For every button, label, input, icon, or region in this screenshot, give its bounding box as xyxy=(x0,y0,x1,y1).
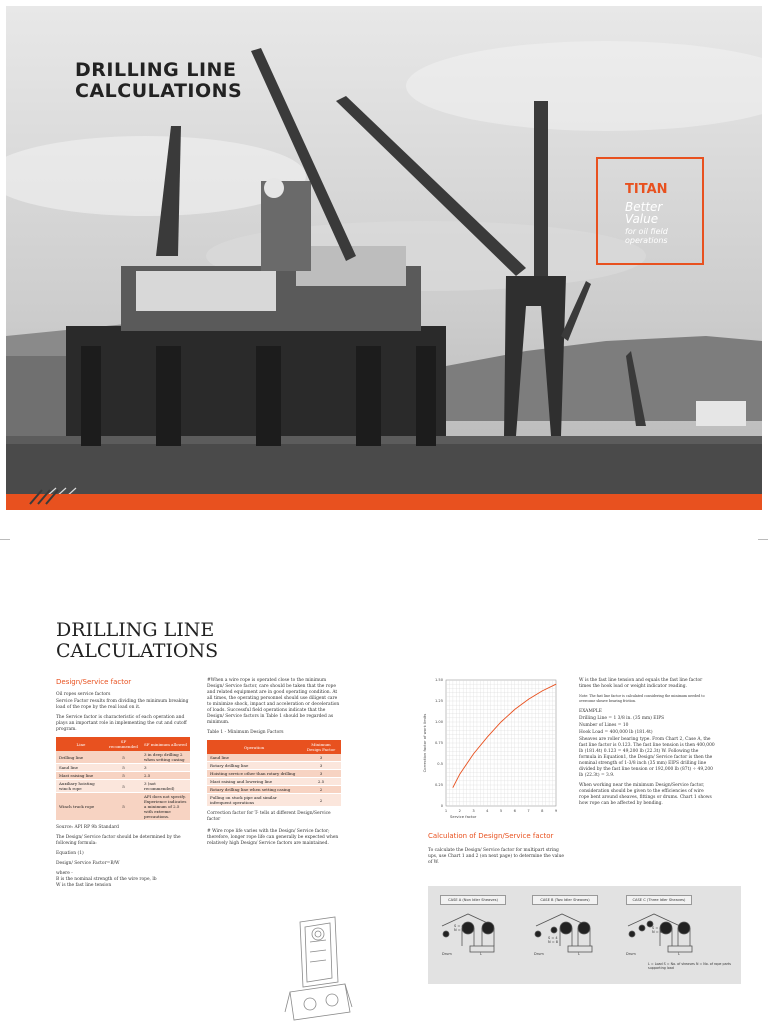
example-line: Drilling Line = 1 3/8 in. (35 mm) EIPS xyxy=(579,716,665,721)
y-tick-label: 0.75 xyxy=(434,741,443,746)
table-row xyxy=(56,751,190,764)
correction-factor-chart xyxy=(418,676,564,826)
y-tick-label: 0.25 xyxy=(434,783,443,788)
drum-label: Drum xyxy=(626,952,636,956)
x-tick-label: 8 xyxy=(541,809,544,813)
sheave-count: S = 4 xyxy=(548,936,558,940)
chart-svg xyxy=(418,676,564,826)
case-a-params xyxy=(454,924,464,932)
crop-mark xyxy=(0,539,10,540)
parts-count: N = 8 xyxy=(548,940,559,944)
data-point xyxy=(501,722,502,723)
brand-tagline-1: Better xyxy=(625,200,663,214)
table-row xyxy=(207,762,341,770)
case-c-params xyxy=(652,926,662,934)
x-tick-label: 6 xyxy=(513,809,516,813)
table-cell: 5 xyxy=(106,764,141,772)
paragraph: W is the fast line tension and equals the fast line factor times the hook load or weight indicator reading. xyxy=(579,678,703,689)
paragraph: The Design/ Service factor should be determined by the following formula: xyxy=(56,835,181,846)
table-cell: 2.5 xyxy=(301,778,341,786)
table-cell: 3 xyxy=(141,764,190,772)
table-cell: Sand line xyxy=(207,754,301,762)
y-tick-label: 0.5 xyxy=(437,762,443,767)
column-2 xyxy=(207,678,341,851)
table-cell: Winch truck rope xyxy=(56,793,106,821)
table-cell: 5 xyxy=(106,772,141,780)
brand-tagline-2: Value xyxy=(625,212,659,226)
table-cell: Rotary drilling line when setting casing xyxy=(207,786,301,794)
case-c-label: CASE C (Three Idler Sheaves) xyxy=(626,895,692,905)
section-heading: Design/Service factor xyxy=(56,678,132,686)
drum-label: Drum xyxy=(534,952,544,956)
paragraph: # Wire rope life varies with the Design/ Service factor; therefore, longer rope life can generally be expected when relatively high Design/ Service factors are maintained. xyxy=(207,829,339,846)
load-label: L xyxy=(578,952,580,956)
table-header: Operation xyxy=(207,740,301,754)
definition: W is the fast line tension xyxy=(56,883,112,888)
table-row xyxy=(56,772,190,780)
table-row xyxy=(207,754,341,762)
paragraph: When working near the minimum Design/Service factor, consideration should be given to the efficiencies of wire rope bent around sheaves, fittings or drums. Chart 1 shows how rope can be affected by bending. xyxy=(579,783,712,806)
table-cell: Rotary drilling line xyxy=(207,762,301,770)
page-title-line1: DRILLING LINE xyxy=(56,619,215,641)
section-heading: Calculation of Design/Service factor xyxy=(428,832,554,840)
table-title: Table 1 - Minimum Design Factors xyxy=(207,730,284,735)
y-tick-label: 1.00 xyxy=(434,720,443,725)
table-row xyxy=(207,786,341,794)
page-title-line2: CALCULATIONS xyxy=(56,640,219,662)
table-cell: 3 xyxy=(301,754,341,762)
x-tick-label: 2 xyxy=(458,809,461,813)
column-1 xyxy=(56,678,190,893)
table-cell: Sand line xyxy=(56,764,106,772)
x-tick-label: 1 xyxy=(444,809,448,813)
table-cell: 2 xyxy=(301,794,341,807)
table-cell: Mast raising line xyxy=(56,772,106,780)
cover-title-line1: DRILLING LINE xyxy=(75,59,237,81)
y-tick-label: 1.25 xyxy=(434,699,443,704)
reeving-diagram-panel xyxy=(428,886,741,984)
table-cell: 2.5 xyxy=(141,772,190,780)
table-cell: Auxiliary hoisting winch rope xyxy=(56,780,106,793)
y-axis-label: Correction factor of work limits xyxy=(422,713,427,773)
table-cell: 5 xyxy=(106,751,141,764)
table-header: Minimum Design Factor xyxy=(301,740,341,754)
definition: B is the nominal strength of the wire rope, lb xyxy=(56,877,157,882)
table-header: SF minimum allowed xyxy=(141,737,190,751)
x-tick-label: 5 xyxy=(499,809,503,813)
table-header: SF recommended xyxy=(106,737,141,751)
table-cell: 3 xyxy=(301,762,341,770)
drawworks-illustration xyxy=(280,912,355,1024)
x-tick-label: 4 xyxy=(486,809,489,813)
orange-band xyxy=(6,494,762,510)
note: Note: The fast line factor is calculated considering the minimum needed to overcome sheave bearing friction. xyxy=(579,694,705,703)
table-row xyxy=(56,780,190,793)
paragraph: Sheaves are roller bearing type. From Chart 2, Case A, the fast line factor is 0.123. The fast line tension is then 400,000 lb (181.4t) 0.123 = 49,200 lb (22.3t) W. Following the formula in Equation1, the Design/ Service factor is then the nominal strength of 1-3/8 inch (35 mm) EIPS drilling line divided by the fast line tension or 192,000 lb (87t) ÷ 49,200 lb (22.3t) = 3.9. xyxy=(579,737,715,778)
data-point xyxy=(453,787,454,788)
data-point xyxy=(514,709,515,710)
data-point xyxy=(473,754,474,755)
y-tick-label: 0 xyxy=(440,804,443,809)
equation-label: Equation (1) xyxy=(56,851,84,856)
formula: Design/ Service Factor=B/W xyxy=(56,861,120,866)
table-cell: 3 (not recommended) xyxy=(141,780,190,793)
table-row xyxy=(207,778,341,786)
table-cell: Mast raising and lowering line xyxy=(207,778,301,786)
case-b-params xyxy=(548,936,558,944)
x-tick-label: 3 xyxy=(472,809,475,813)
table-row xyxy=(207,770,341,778)
paragraph: To calculate the Design/ Service factor for multipart string ups, use Chart 1 and 2 (on next page) to determine the value of W. xyxy=(428,848,565,865)
cover-title-line2: CALCULATIONS xyxy=(75,80,243,102)
table-cell: 3 in deep drilling 2 when setting casing xyxy=(141,751,190,764)
load-label: L xyxy=(480,952,482,956)
example-line: Hook Load = 400,000 lb (181.4t) xyxy=(579,730,653,735)
service-factor-table xyxy=(56,737,190,821)
table-cell: API does not specify. Experience indicates a minimum of 2.5 with extreme precautions. xyxy=(141,793,190,821)
table-cell: Drilling line xyxy=(56,751,106,764)
paragraph: Oil ropes service factors xyxy=(56,692,111,697)
table-cell: 2 xyxy=(301,786,341,794)
data-point xyxy=(487,737,488,738)
diagram-legend: L = Load S = No. of sheaves N = No. of rope parts supporting load xyxy=(648,962,731,971)
table-row xyxy=(56,793,190,821)
x-axis-label: Service factor xyxy=(450,814,477,819)
paragraph: Service Factor results from dividing the minimum breaking load of the rope by the real load on it. xyxy=(56,699,189,710)
brand-name: TITAN xyxy=(625,182,668,197)
drum-label: Drum xyxy=(442,952,452,956)
example-line: Number of Lines = 10 xyxy=(579,723,629,728)
column-4 xyxy=(579,678,715,811)
table-cell: Hoisting service other than rotary drilling xyxy=(207,770,301,778)
minimum-design-factors-table xyxy=(207,740,341,807)
cover-title xyxy=(75,60,242,102)
data-point xyxy=(556,684,557,685)
y-tick-label: 1.50 xyxy=(434,678,443,683)
column-3 xyxy=(428,832,568,870)
crop-mark xyxy=(758,539,768,540)
x-tick-label: 7 xyxy=(527,809,530,813)
parts-count: N = 8 xyxy=(454,928,465,932)
data-point xyxy=(542,691,543,692)
brand-tagline-3: for oil field xyxy=(625,227,668,236)
page-title xyxy=(56,620,218,662)
table-cell: Pulling on stuck pipe and similar infrequent operations xyxy=(207,794,301,807)
paragraph: The Service factor is characteristic of each operation and plays an important role in implementing the cut and cutoff program. xyxy=(56,715,187,732)
paragraph: #When a wire rope is operated close to the minimum Design/ Service factor, care should be taken that the rope and related equipment are in good operating condition. At all times, the operating personnel should use diligent care to minimize shock, impact and acceleration or deceleration of loads. Successful field operations indicate that the Design/ Service factors in Table 1 should be regarded as minimum. xyxy=(207,678,340,725)
parts-count: N = 8 xyxy=(652,930,663,934)
data-point xyxy=(528,699,529,700)
table-cell: 3 xyxy=(301,770,341,778)
where-label: where - xyxy=(56,871,73,876)
example-label: EXAMPLE xyxy=(579,709,602,714)
table-caption: Correction factor for T- tells at different Design/Service factor xyxy=(207,811,331,822)
sheave-count: S = 4 xyxy=(652,926,662,930)
load-label: L xyxy=(678,952,680,956)
x-tick-label: 9 xyxy=(554,809,558,813)
table-cell: 5 xyxy=(106,793,141,821)
slash-mark-icon xyxy=(28,486,64,506)
case-a-label: CASE A (Non Idler Sheaves) xyxy=(440,895,506,905)
table-row xyxy=(56,764,190,772)
data-point xyxy=(459,774,460,775)
table-header: Line xyxy=(56,737,106,751)
reeving-drawings xyxy=(428,906,741,966)
case-b-label: CASE B (Two Idler Sheaves) xyxy=(532,895,598,905)
sheave-count: S = 4 xyxy=(454,924,464,928)
brand-tagline-4: operations xyxy=(625,236,668,245)
table-source: Source: API RP 9b Standard xyxy=(56,825,119,830)
table-row xyxy=(207,794,341,807)
table-cell: 5 xyxy=(106,780,141,793)
